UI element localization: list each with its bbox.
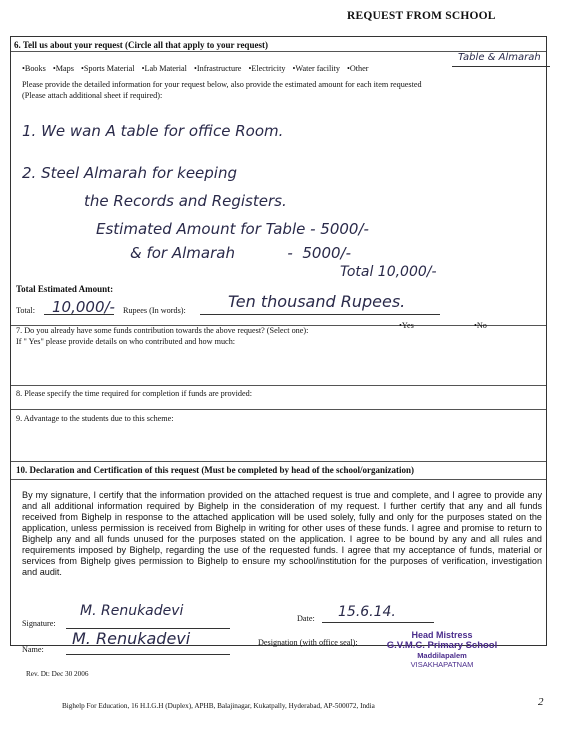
option-yes[interactable]: •Yes [399, 321, 414, 330]
section7-detail: If " Yes" please provide details on who contributed and how much: [16, 337, 236, 346]
section10-title: 10. Declaration and Certification of this request (Must be completed by head of the school/organization) [16, 465, 415, 475]
option-other[interactable]: •Other [347, 64, 369, 73]
option-no[interactable]: •No [474, 321, 487, 330]
request-line-5: & for Almarah - 5000/- [130, 244, 351, 262]
section6-title: 6. Tell us about your request (Circle all that apply to your request) [14, 40, 268, 50]
request-line-1: 1. We wan A table for office Room. [22, 122, 284, 140]
name-label: Name: [22, 645, 44, 654]
rupees-line [200, 314, 440, 315]
seal-line-3: Maddilapalem [417, 651, 467, 660]
other-line [452, 66, 550, 67]
page-number: 2 [538, 696, 544, 708]
request-line-4: Estimated Amount for Table - 5000/- [96, 220, 369, 238]
option-electricity[interactable]: •Electricity [248, 64, 286, 73]
instruction-1: Please provide the detailed information for your request below, also provide the estimated amount for each item requested [22, 80, 422, 89]
rupees-words-label: Rupees (In words): [123, 306, 186, 315]
date-label: Date: [297, 614, 315, 623]
section8-question: 8. Please specify the time required for completion if funds are provided: [16, 389, 252, 398]
option-water[interactable]: •Water facility [292, 64, 340, 73]
footer-address: Bighelp For Education, 16 H.I.G.H (Duplex), APHB, Balajinagar, Kukatpally, Hyderabad, AP-500072, India [62, 702, 375, 710]
instruction-2: (Please attach additional sheet if required): [22, 91, 163, 100]
rupees-words-value: Ten thousand Rupees. [228, 292, 406, 311]
declaration-text [22, 490, 542, 578]
date-line [322, 622, 434, 623]
request-line-2: 2. Steel Almarah for keeping [22, 164, 237, 182]
option-lab[interactable]: •Lab Material [141, 64, 187, 73]
divider [11, 461, 546, 462]
other-value: Table & Almarah [458, 52, 541, 63]
signature-label: Signature: [22, 619, 56, 628]
office-seal [372, 630, 512, 669]
option-books[interactable]: •Books [22, 64, 46, 73]
name-value: M. Renukadevi [72, 629, 191, 648]
page-title: REQUEST FROM SCHOOL [347, 10, 496, 22]
section7-question: 7. Do you already have some funds contribution towards the above request? (Select one): [16, 326, 309, 335]
total-label: Total: [16, 306, 35, 315]
revision-date: Rev. Dt: Dec 30 2006 [26, 670, 89, 678]
request-options [22, 64, 374, 73]
option-sports[interactable]: •Sports Material [80, 64, 135, 73]
divider [11, 385, 546, 386]
seal-line-4: VISAKHAPATNAM [410, 660, 474, 669]
declaration-body: By my signature, I certify that the information provided on the attached request is true and complete, and I agree to provide any and all additional information required by Bighelp in the consideration of my request. I further certify that any and all funds received from Bighelp in response to the attached application will be used solely, fully and only for the purposes stated on the application, unless permission is received from Bighelp in writing for other uses of these funds. I agree and promise to return to Bighelp any and all funds unused for the purposes stated on the application. I agree to be bound by any and all rules and requirements imposed by Bighelp, regarding the use of the requested funds. I agree that my acceptance of funds, material or services from Bighelp gives permission to Bighelp to ensure my school/institution for the purposes of verification, investigation and audit. [22, 490, 542, 577]
designation-label: Designation (with office seal): [258, 638, 358, 647]
divider [11, 479, 546, 480]
date-value: 15.6.14. [338, 604, 396, 620]
signature-value: M. Renukadevi [80, 603, 184, 619]
option-infrastructure[interactable]: •Infrastructure [194, 64, 242, 73]
total-value: 10,000/- [52, 298, 115, 316]
seal-line-1: Head Mistress [411, 630, 473, 640]
request-line-3: the Records and Registers. [84, 192, 287, 210]
divider [11, 409, 546, 410]
name-line [66, 654, 230, 655]
total-estimated-label: Total Estimated Amount: [16, 284, 114, 294]
request-line-6: Total 10,000/- [340, 264, 437, 280]
option-maps[interactable]: •Maps [52, 64, 74, 73]
seal-line-2: G.V.M.C. Primary School [386, 640, 498, 651]
section9-question: 9. Advantage to the students due to this scheme: [16, 414, 174, 423]
